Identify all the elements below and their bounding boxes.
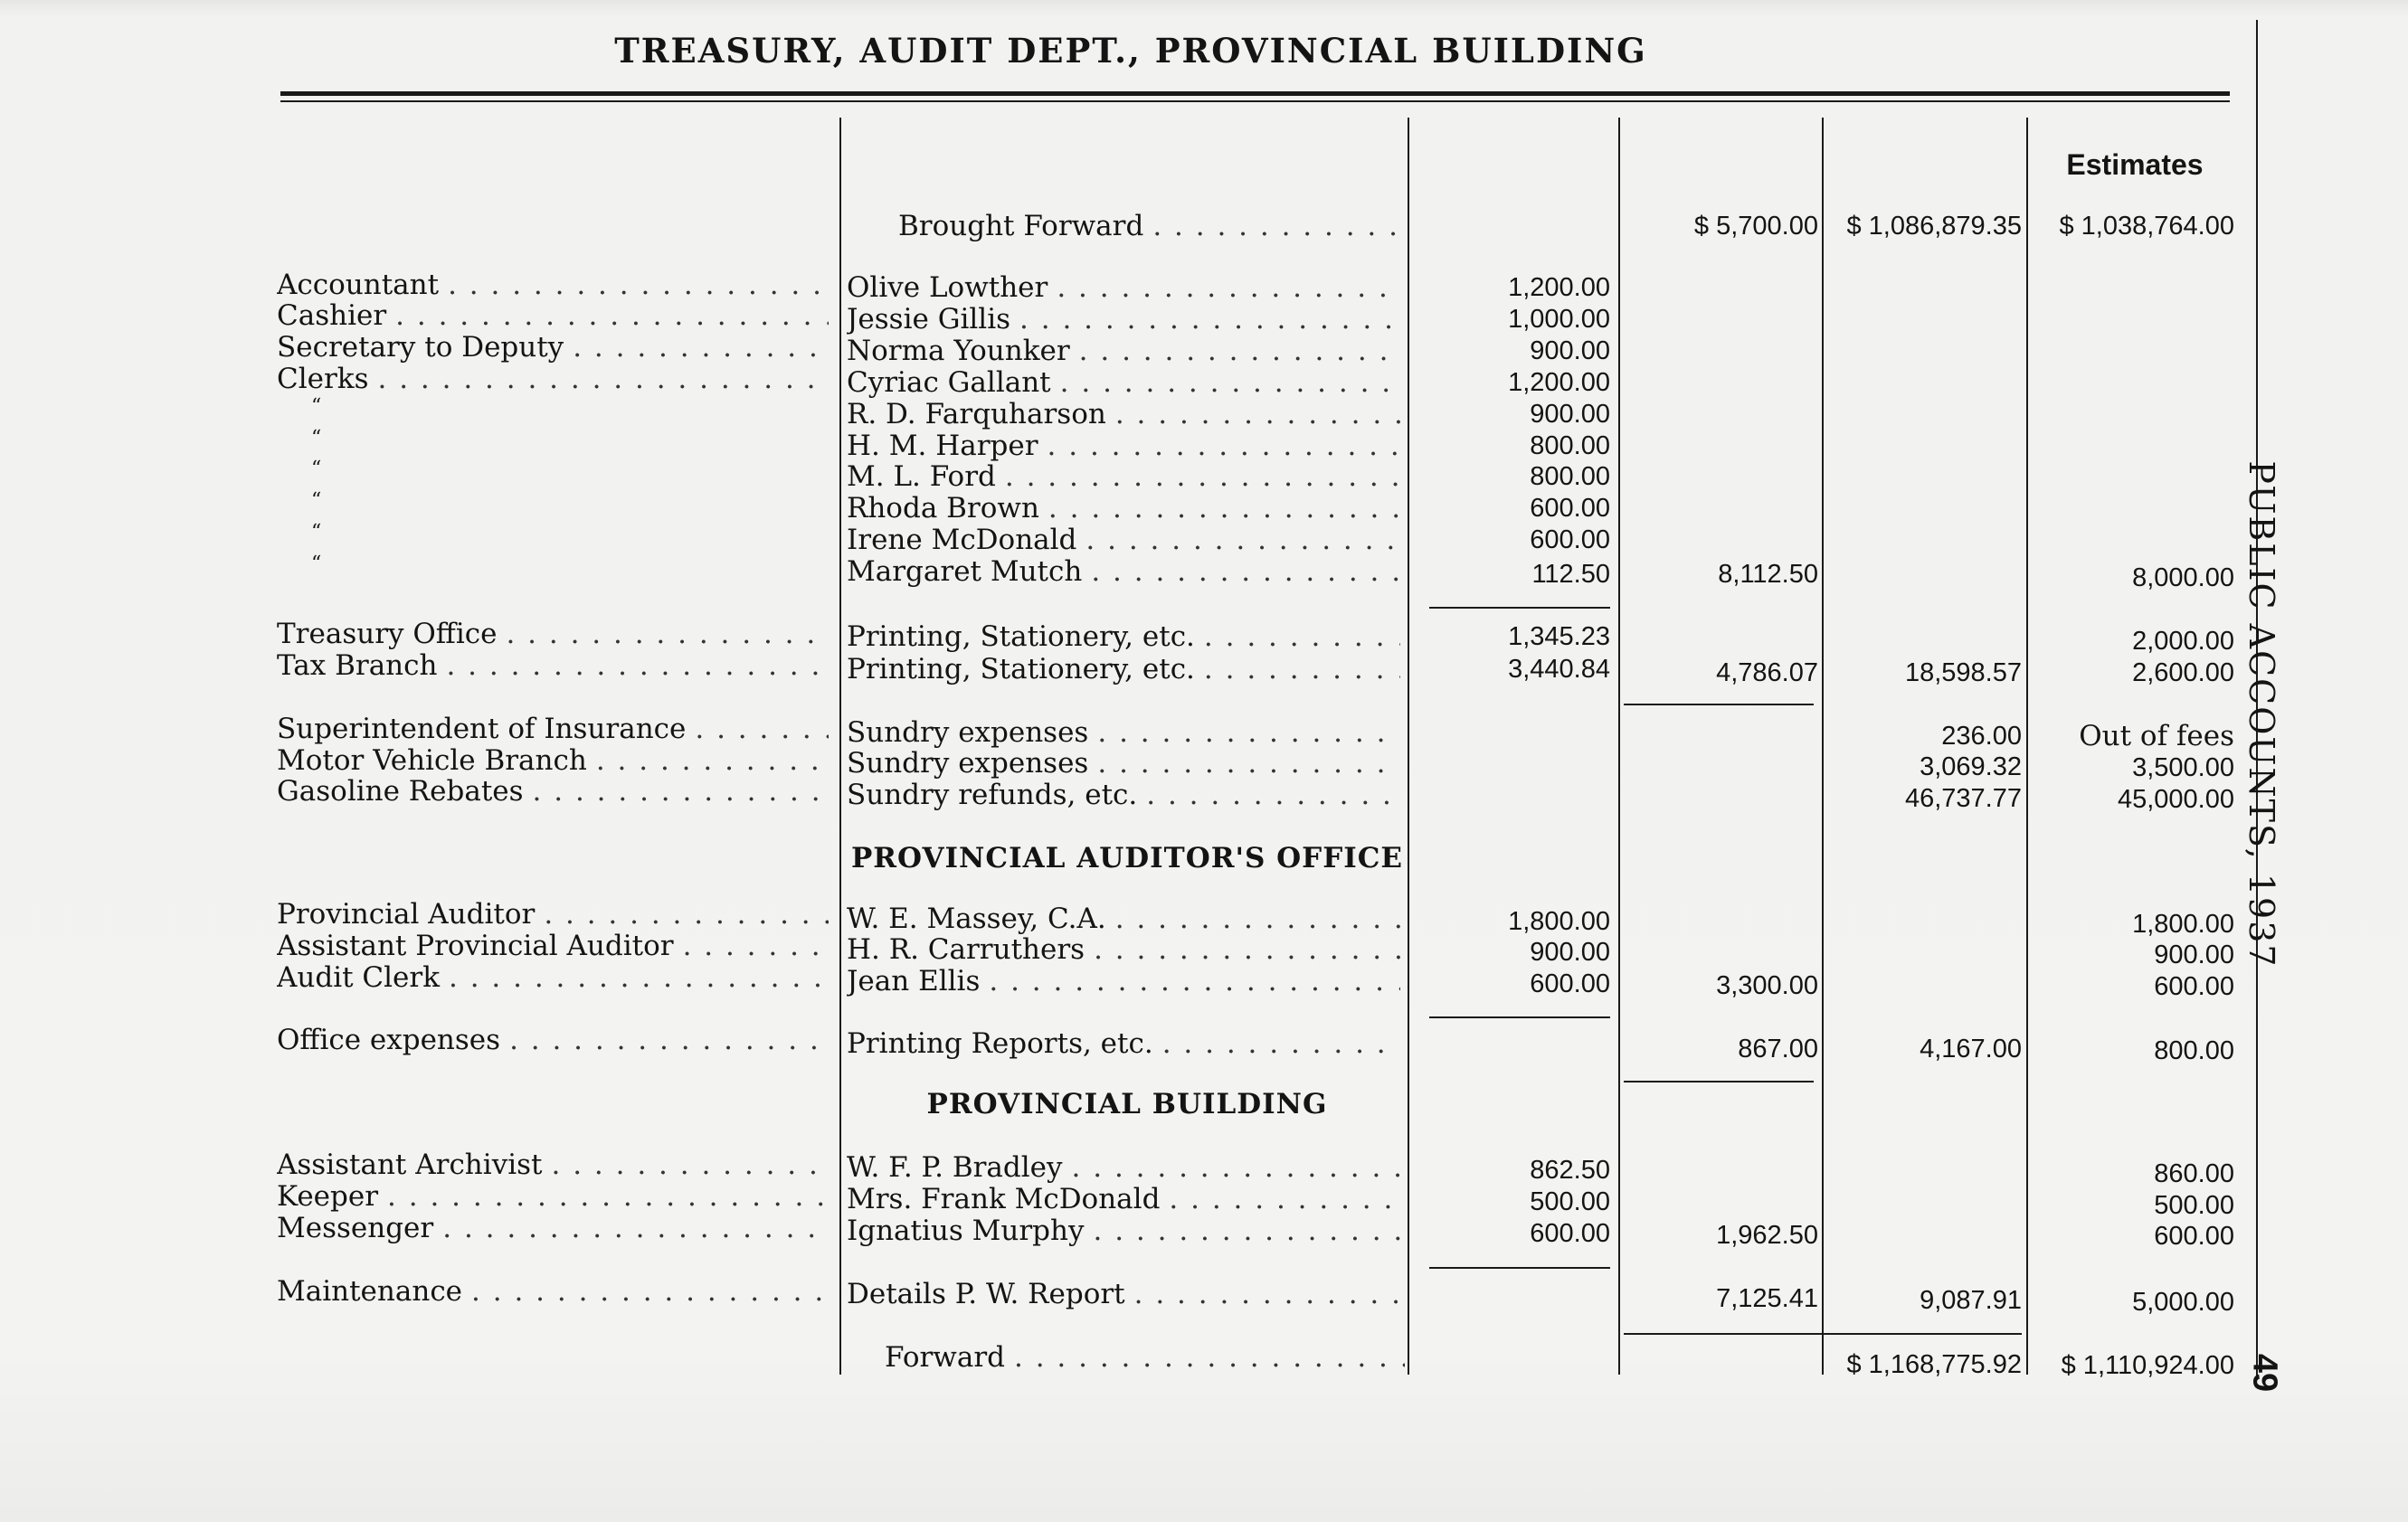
row-name: Cyriac Gallant . . . xyxy=(847,367,1400,398)
forward-row xyxy=(885,1342,1405,1373)
section-heading-auditor: PROVINCIAL AUDITOR'S OFFICE xyxy=(850,842,1404,874)
row-name: H. M. Harper . . . xyxy=(847,430,1400,461)
brought-forward-c2: $ 5,700.00 xyxy=(1693,212,1818,241)
row-name: Irene McDonald . . . xyxy=(847,525,1400,555)
row-c1: 3,440.84 xyxy=(1508,655,1610,684)
row-name: Rhoda Brown . . . xyxy=(847,493,1400,524)
row-c4: 45,000.00 xyxy=(2117,785,2234,814)
row-c1: 900.00 xyxy=(1530,938,1610,967)
row-label: Treasury Office . . . xyxy=(277,619,829,649)
brought-forward-row xyxy=(898,211,1405,241)
ditto-mark: “ xyxy=(311,521,322,544)
row-name: M. L. Ford . . . xyxy=(847,461,1400,492)
row-c4: 2,600.00 xyxy=(2132,658,2234,687)
row-c1: 1,000.00 xyxy=(1508,305,1610,334)
row-label: Office expenses . . . xyxy=(277,1025,829,1055)
column-rule-c2 xyxy=(1618,118,1620,1375)
row-label: Keeper . . . xyxy=(277,1181,829,1212)
row-name: Printing Reports, etc. . . . xyxy=(847,1028,1400,1059)
row-label: Maintenance . . . xyxy=(277,1276,829,1307)
page-title: TREASURY, AUDIT DEPT., PROVINCIAL BUILDING xyxy=(614,31,1647,71)
row-c2: 7,125.41 xyxy=(1716,1284,1818,1313)
ditto-mark: “ xyxy=(311,489,322,512)
row-c1: 600.00 xyxy=(1530,525,1610,554)
row-c1: 112.50 xyxy=(1531,560,1610,589)
row-name: Jean Ellis . . . xyxy=(847,966,1400,997)
brought-forward-label: Brought Forward xyxy=(898,211,1144,241)
row-name: Norma Younker . . . xyxy=(847,336,1400,366)
row-c1: 1,200.00 xyxy=(1508,273,1610,302)
row-c4: 3,500.00 xyxy=(2132,753,2234,782)
row-label: Audit Clerk . . . xyxy=(277,962,829,993)
ditto-mark: “ xyxy=(311,553,322,575)
row-c1: 600.00 xyxy=(1530,494,1610,523)
row-c2: 3,300.00 xyxy=(1716,971,1818,1000)
row-c1: 800.00 xyxy=(1530,431,1610,460)
row-name: Sundry expenses . . . xyxy=(847,717,1400,748)
subtotal-rule xyxy=(1429,607,1610,609)
subtotal-rule xyxy=(1429,1016,1610,1018)
row-c2: 8,112.50 xyxy=(1718,560,1818,589)
row-label: Clerks . . . xyxy=(277,364,829,394)
row-c4: 600.00 xyxy=(2154,972,2234,1001)
row-c4: 500.00 xyxy=(2154,1191,2234,1220)
row-label: Messenger . . . xyxy=(277,1213,829,1243)
subtotal-rule xyxy=(1624,1081,1814,1082)
side-running-title: PUBLIC ACCOUNTS, 1937 xyxy=(2242,460,2281,969)
section-heading-building: PROVINCIAL BUILDING xyxy=(926,1088,1328,1120)
column-rule-c4 xyxy=(2026,118,2028,1375)
estimates-header: Estimates xyxy=(2066,148,2204,181)
row-c2: 867.00 xyxy=(1738,1035,1818,1064)
row-c2: 4,786.07 xyxy=(1716,658,1818,687)
row-label: Secretary to Deputy . . . xyxy=(277,332,829,363)
row-label: Cashier . . . xyxy=(277,300,829,331)
brought-forward-c3: $ 1,086,879.35 xyxy=(1846,212,2022,241)
row-c1: 500.00 xyxy=(1530,1187,1610,1216)
row-name: R. D. Farquharson . . . xyxy=(847,399,1400,430)
row-label: Provincial Auditor . . . xyxy=(277,899,829,930)
row-c4: 1,800.00 xyxy=(2132,910,2234,939)
forward-label: Forward xyxy=(885,1342,1005,1373)
row-c3: 3,069.32 xyxy=(1920,752,2022,781)
forward-c4: $ 1,110,924.00 xyxy=(2061,1351,2234,1380)
row-name: W. E. Massey, C.A. . . . xyxy=(847,903,1400,934)
row-label: Superintendent of Insurance . . . xyxy=(277,714,829,744)
subtotal-rule xyxy=(1624,704,1814,705)
row-c3: 9,087.91 xyxy=(1920,1286,2022,1315)
forward-c3: $ 1,168,775.92 xyxy=(1846,1350,2022,1379)
row-name: Margaret Mutch . . . xyxy=(847,556,1400,587)
title-rule-thin xyxy=(280,100,2230,102)
row-label: Motor Vehicle Branch . . . xyxy=(277,745,829,776)
row-c1: 900.00 xyxy=(1530,336,1610,365)
row-label: Tax Branch . . . xyxy=(277,650,829,681)
row-name: Jessie Gillis . . . xyxy=(847,304,1400,335)
row-c4: 900.00 xyxy=(2154,941,2234,969)
row-name: Ignatius Murphy . . . xyxy=(847,1215,1400,1246)
row-label: Assistant Archivist . . . xyxy=(277,1149,829,1180)
row-name: Details P. W. Report . . . xyxy=(847,1279,1400,1309)
row-c4: 5,000.00 xyxy=(2132,1288,2234,1317)
row-c1: 1,345.23 xyxy=(1508,622,1610,651)
subtotal-rule xyxy=(1429,1267,1610,1269)
row-c4: 8,000.00 xyxy=(2132,563,2234,592)
row-name: W. F. P. Bradley . . . xyxy=(847,1152,1400,1183)
brought-forward-c4: $ 1,038,764.00 xyxy=(2059,212,2234,241)
row-c3: 236.00 xyxy=(1941,722,2022,751)
column-rule-names xyxy=(839,118,841,1375)
row-c1: 800.00 xyxy=(1530,462,1610,491)
row-c1: 900.00 xyxy=(1530,400,1610,429)
row-c4: Out of fees xyxy=(2079,720,2234,752)
row-c1: 600.00 xyxy=(1530,969,1610,998)
column-rule-c1 xyxy=(1408,118,1409,1375)
row-c4: 860.00 xyxy=(2154,1159,2234,1188)
page-number: 49 xyxy=(2245,1353,2284,1393)
ditto-mark: “ xyxy=(311,427,322,449)
row-c3: 46,737.77 xyxy=(1904,784,2022,813)
row-c1: 600.00 xyxy=(1530,1219,1610,1248)
row-c1: 1,800.00 xyxy=(1508,907,1610,936)
row-c3: 18,598.57 xyxy=(1904,658,2022,687)
row-c4: 600.00 xyxy=(2154,1222,2234,1251)
ditto-mark: “ xyxy=(311,395,322,418)
row-label: Gasoline Rebates . . . xyxy=(277,776,829,807)
row-name: Printing, Stationery, etc. . . . xyxy=(847,654,1400,685)
row-c4: 2,000.00 xyxy=(2132,627,2234,656)
row-name: Olive Lowther . . . xyxy=(847,272,1400,303)
ditto-mark: “ xyxy=(311,458,322,480)
row-name: Sundry refunds, etc. . . . xyxy=(847,780,1400,810)
row-name: Mrs. Frank McDonald . . . xyxy=(847,1184,1400,1215)
row-c4: 800.00 xyxy=(2154,1036,2234,1065)
row-label: Assistant Provincial Auditor . . . xyxy=(277,931,829,961)
row-label: Accountant . . . xyxy=(277,269,829,300)
column-rule-c3 xyxy=(1822,118,1824,1375)
row-name: H. R. Carruthers . . . xyxy=(847,934,1400,965)
title-rule-thick xyxy=(280,91,2230,96)
row-c2: 1,962.50 xyxy=(1716,1221,1818,1250)
row-c1: 862.50 xyxy=(1530,1156,1610,1185)
row-name: Sundry expenses . . . xyxy=(847,748,1400,779)
row-name: Printing, Stationery, etc. . . . xyxy=(847,621,1400,652)
subtotal-rule xyxy=(1624,1333,2022,1335)
row-c3: 4,167.00 xyxy=(1920,1035,2022,1064)
row-c1: 1,200.00 xyxy=(1508,368,1610,397)
